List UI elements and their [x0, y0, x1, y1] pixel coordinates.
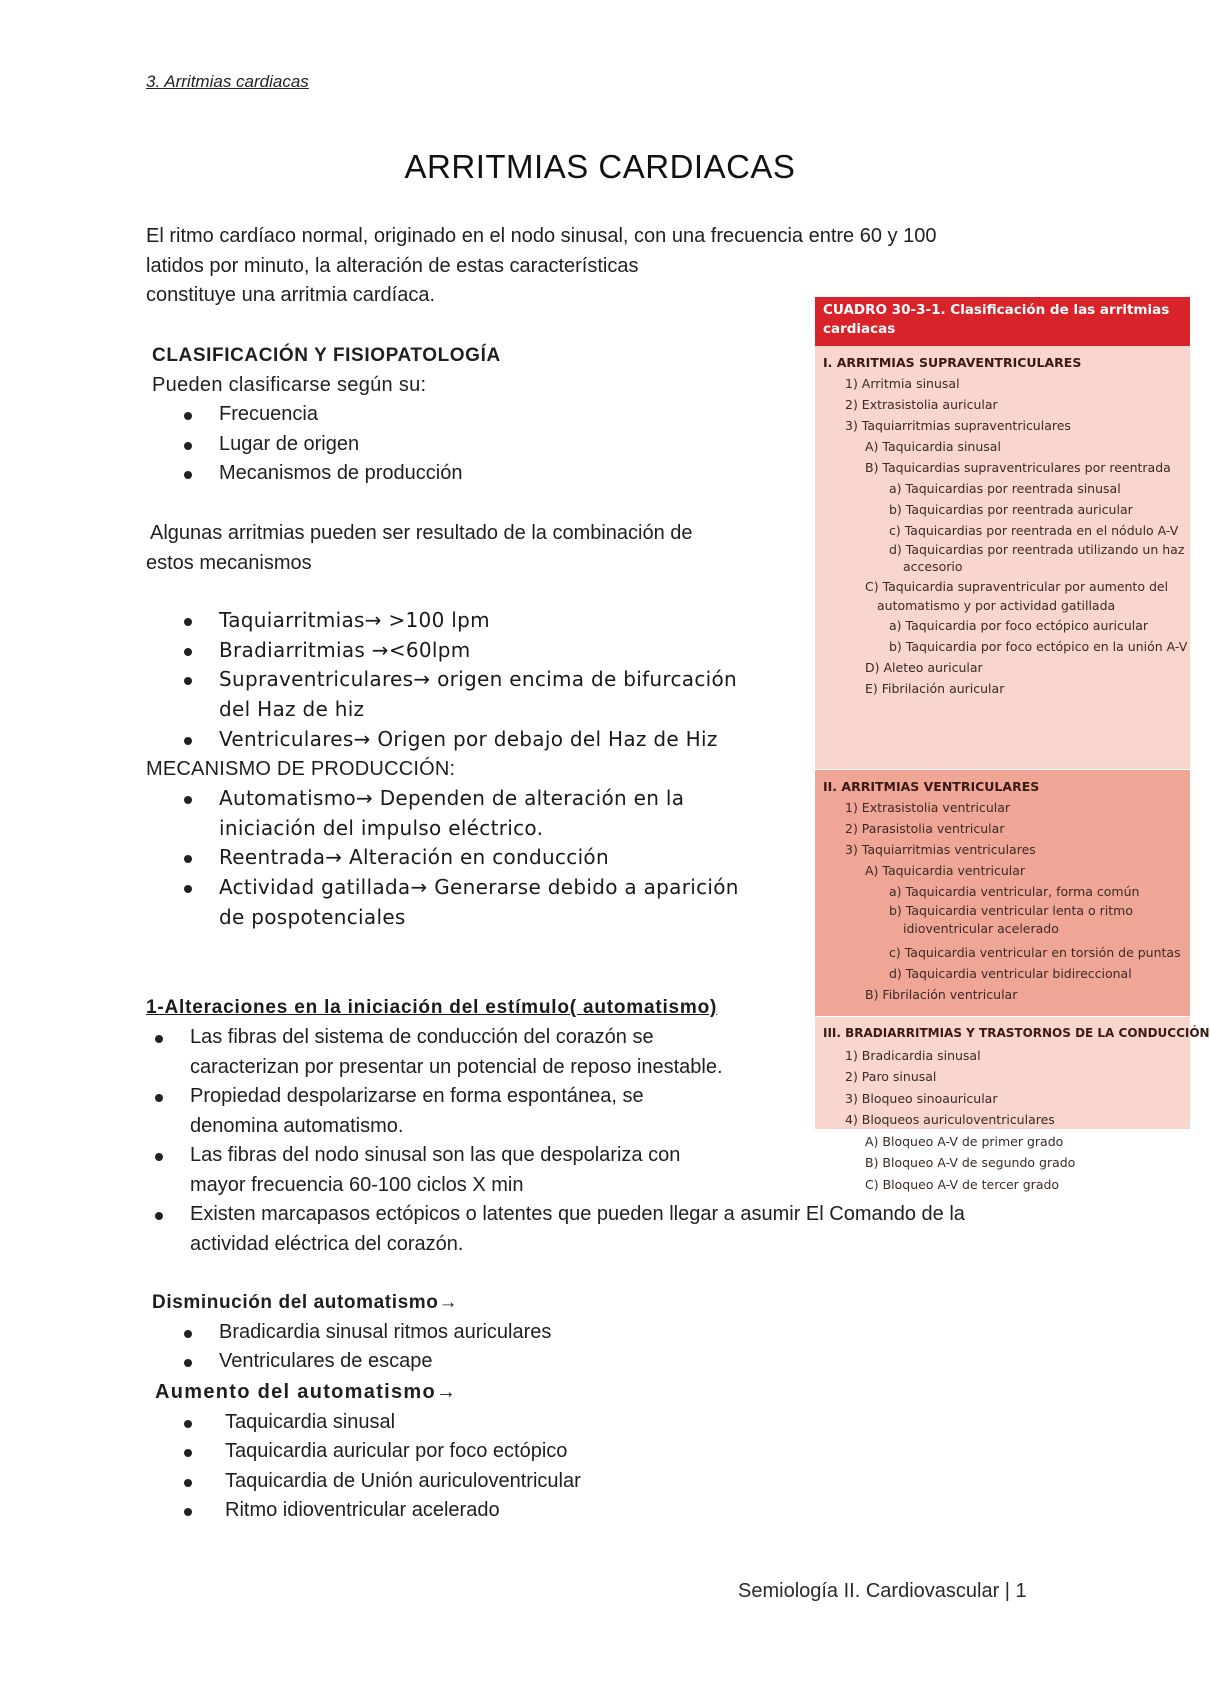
note-line: estos mecanismos [146, 551, 312, 574]
table-title-line: cardiacas [823, 321, 896, 337]
item-line: Las fibras del nodo sinusal son las que despolariza con [190, 1144, 681, 1166]
table-title-line: CUADRO 30-3-1. Clasificación de las arritmias [823, 302, 1170, 318]
item-line: iniciación del impulso eléctrico. [219, 815, 544, 840]
list-item: Taquicardia auricular por foco ectópico [146, 1437, 855, 1467]
table-section-heading: I. ARRITMIAS SUPRAVENTRICULARES [823, 355, 1082, 370]
table-item: B) Fibrilación ventricular [865, 987, 1018, 1002]
table-item: A) Bloqueo A-V de primer grado [865, 1133, 1064, 1149]
disminucion-list [146, 1318, 852, 1377]
note-line: Algunas arritmias pueden ser resultado de la combinación de [150, 522, 693, 544]
table-item: idioventricular acelerado [903, 921, 1059, 936]
table-section-heading: II. ARRITMIAS VENTRICULARES [823, 779, 1040, 794]
section-link[interactable]: 3. Arritmias cardiacas [146, 72, 309, 91]
intro-line: constituye una arritmia cardíaca. [146, 284, 436, 306]
table-section-ventricular [815, 770, 1190, 1016]
item-line: denomina automatismo. [190, 1114, 404, 1137]
item-line: Las fibras del sistema de conducción del corazón se [190, 1026, 654, 1048]
table-item: A) Taquicardia sinusal [865, 439, 1001, 454]
list-item: Lugar de origen [146, 430, 792, 460]
table-item: C) Bloqueo A-V de tercer grado [865, 1176, 1060, 1192]
table-item: a) Taquicardia ventricular, forma común [889, 884, 1140, 899]
table-item: B) Bloqueo A-V de segundo grado [865, 1155, 1076, 1170]
list-item: Taquicardia de Unión auriculoventricular [146, 1467, 855, 1497]
combination-note [146, 519, 810, 578]
intro-line: El ritmo cardíaco normal, originado en el nodo sinusal, con una frecuencia entre 60 y 100 [146, 225, 937, 247]
table-item: B) Taquicardias supraventriculares por reentrada [865, 460, 1171, 475]
table-item: a) Taquicardias por reentrada sinusal [889, 481, 1121, 496]
table-item: 3) Bloqueo sinoauricular [845, 1090, 998, 1106]
item-line: caracterizan por presentar un potencial de reposo inestable. [190, 1055, 723, 1078]
table-section-supraventricular [815, 346, 1190, 769]
list-item: Bradiarritmias →<60lpm [146, 636, 826, 666]
table-title [815, 297, 1190, 346]
table-item: b) Taquicardia ventricular lenta o ritmo [889, 903, 1133, 918]
item-line: Actividad gatillada→ Generarse debido a aparición [219, 875, 739, 900]
aumento-list [146, 1408, 855, 1526]
item-line: del Haz de hiz [219, 697, 365, 722]
clasificacion-list [146, 400, 792, 489]
classification-table [815, 297, 1210, 1192]
table-item: 3) Taquiarritmias ventriculares [845, 842, 1036, 857]
table-item: 3) Taquiarritmias supraventriculares [845, 418, 1071, 433]
table-item: d) Taquicardias por reentrada utilizando un haz [889, 542, 1185, 557]
list-item: Frecuencia [146, 400, 792, 430]
table-item: 1) Arritmia sinusal [845, 376, 960, 391]
table-section-bradiarritmias [815, 1017, 1210, 1193]
table-item: 2) Extrasistolia auricular [845, 397, 998, 412]
list-item: Bradicardia sinusal ritmos auriculares [146, 1318, 852, 1348]
table-item: automatismo y por actividad gatillada [877, 598, 1116, 613]
list-item [146, 784, 826, 843]
table-item: c) Taquicardias por reentrada en el nódulo A-V [889, 523, 1179, 538]
table-item: C) Taquicardia supraventricular por aumento del [865, 579, 1169, 594]
table-item: d) Taquicardia ventricular bidireccional [889, 966, 1132, 981]
list-item: Reentrada→ Alteración en conducción [146, 843, 826, 873]
intro-line: latidos por minuto, la alteración de estas características [146, 254, 639, 277]
table-item: 4) Bloqueos auriculoventriculares [845, 1112, 1055, 1127]
clasificacion-section [152, 341, 792, 489]
table-item: b) Taquicardia por foco ectópico en la unión A-V [889, 639, 1188, 654]
table-item: b) Taquicardias por reentrada auricular [889, 502, 1133, 517]
disminucion-section [152, 1288, 852, 1377]
table-item: D) Aleteo auricular [865, 660, 983, 675]
mecanismo-heading: MECANISMO DE PRODUCCIÓN: [146, 757, 456, 780]
table-item: E) Fibrilación auricular [865, 681, 1005, 696]
item-line: Automatismo→ Dependen de alteración en la [219, 786, 685, 811]
page-footer: Semiología II. Cardiovascular | 1 [738, 1580, 1027, 1602]
list-item: Ventriculares de escape [146, 1347, 852, 1377]
table-item: 1) Bradicardia sinusal [845, 1047, 981, 1063]
list-item: Taquicardia sinusal [146, 1408, 855, 1438]
item-line: Propiedad despolarizarse en forma espontánea, se [190, 1085, 644, 1107]
clasificacion-heading: CLASIFICACIÓN Y FISIOPATOLOGÍA [152, 345, 501, 366]
table-item: 1) Extrasistolia ventricular [845, 800, 1011, 815]
table-item: accesorio [903, 559, 963, 574]
mecanismo-list [146, 784, 826, 933]
item-line: mayor frecuencia 60-100 ciclos X min [190, 1173, 524, 1196]
clasificacion-lead: Pueden clasificarse según su: [152, 373, 427, 396]
tipos-section [146, 606, 826, 933]
list-item: Ventriculares→ Origen por debajo del Haz de Hiz [146, 725, 826, 755]
alteraciones-heading: 1-Alteraciones en la iniciación del estímulo( automatismo) [146, 997, 718, 1018]
list-item [146, 665, 826, 724]
item-line: de pospotenciales [219, 904, 406, 929]
disminucion-heading: Disminución del automatismo→ [152, 1292, 459, 1313]
list-item: Ritmo idioventricular acelerado [146, 1496, 855, 1526]
item-line: Supraventriculares→ origen encima de bifurcación [219, 667, 737, 692]
table-item: 2) Parasistolia ventricular [845, 821, 1005, 836]
page-title: ARRITMIAS CARDIACAS [404, 148, 796, 185]
list-item [146, 873, 826, 932]
table-section-heading: III. BRADIARRITMIAS Y TRASTORNOS DE LA CONDUCCIÓN [823, 1026, 1210, 1040]
list-item [146, 1200, 1086, 1259]
tipos-list [146, 606, 826, 755]
table-item: 2) Paro sinusal [845, 1069, 937, 1084]
item-line: actividad eléctrica del corazón. [190, 1232, 464, 1255]
table-item: c) Taquicardia ventricular en torsión de puntas [889, 945, 1181, 960]
table-item: a) Taquicardia por foco ectópico auricular [889, 618, 1149, 633]
list-item: Taquiarritmias→ >100 lpm [146, 606, 826, 636]
aumento-section [155, 1378, 855, 1526]
table-item: A) Taquicardia ventricular [865, 863, 1026, 878]
aumento-heading: Aumento del automatismo→ [155, 1381, 458, 1403]
item-line: Existen marcapasos ectópicos o latentes que pueden llegar a asumir El Comando de la [190, 1203, 965, 1225]
list-item: Mecanismos de producción [146, 459, 792, 489]
